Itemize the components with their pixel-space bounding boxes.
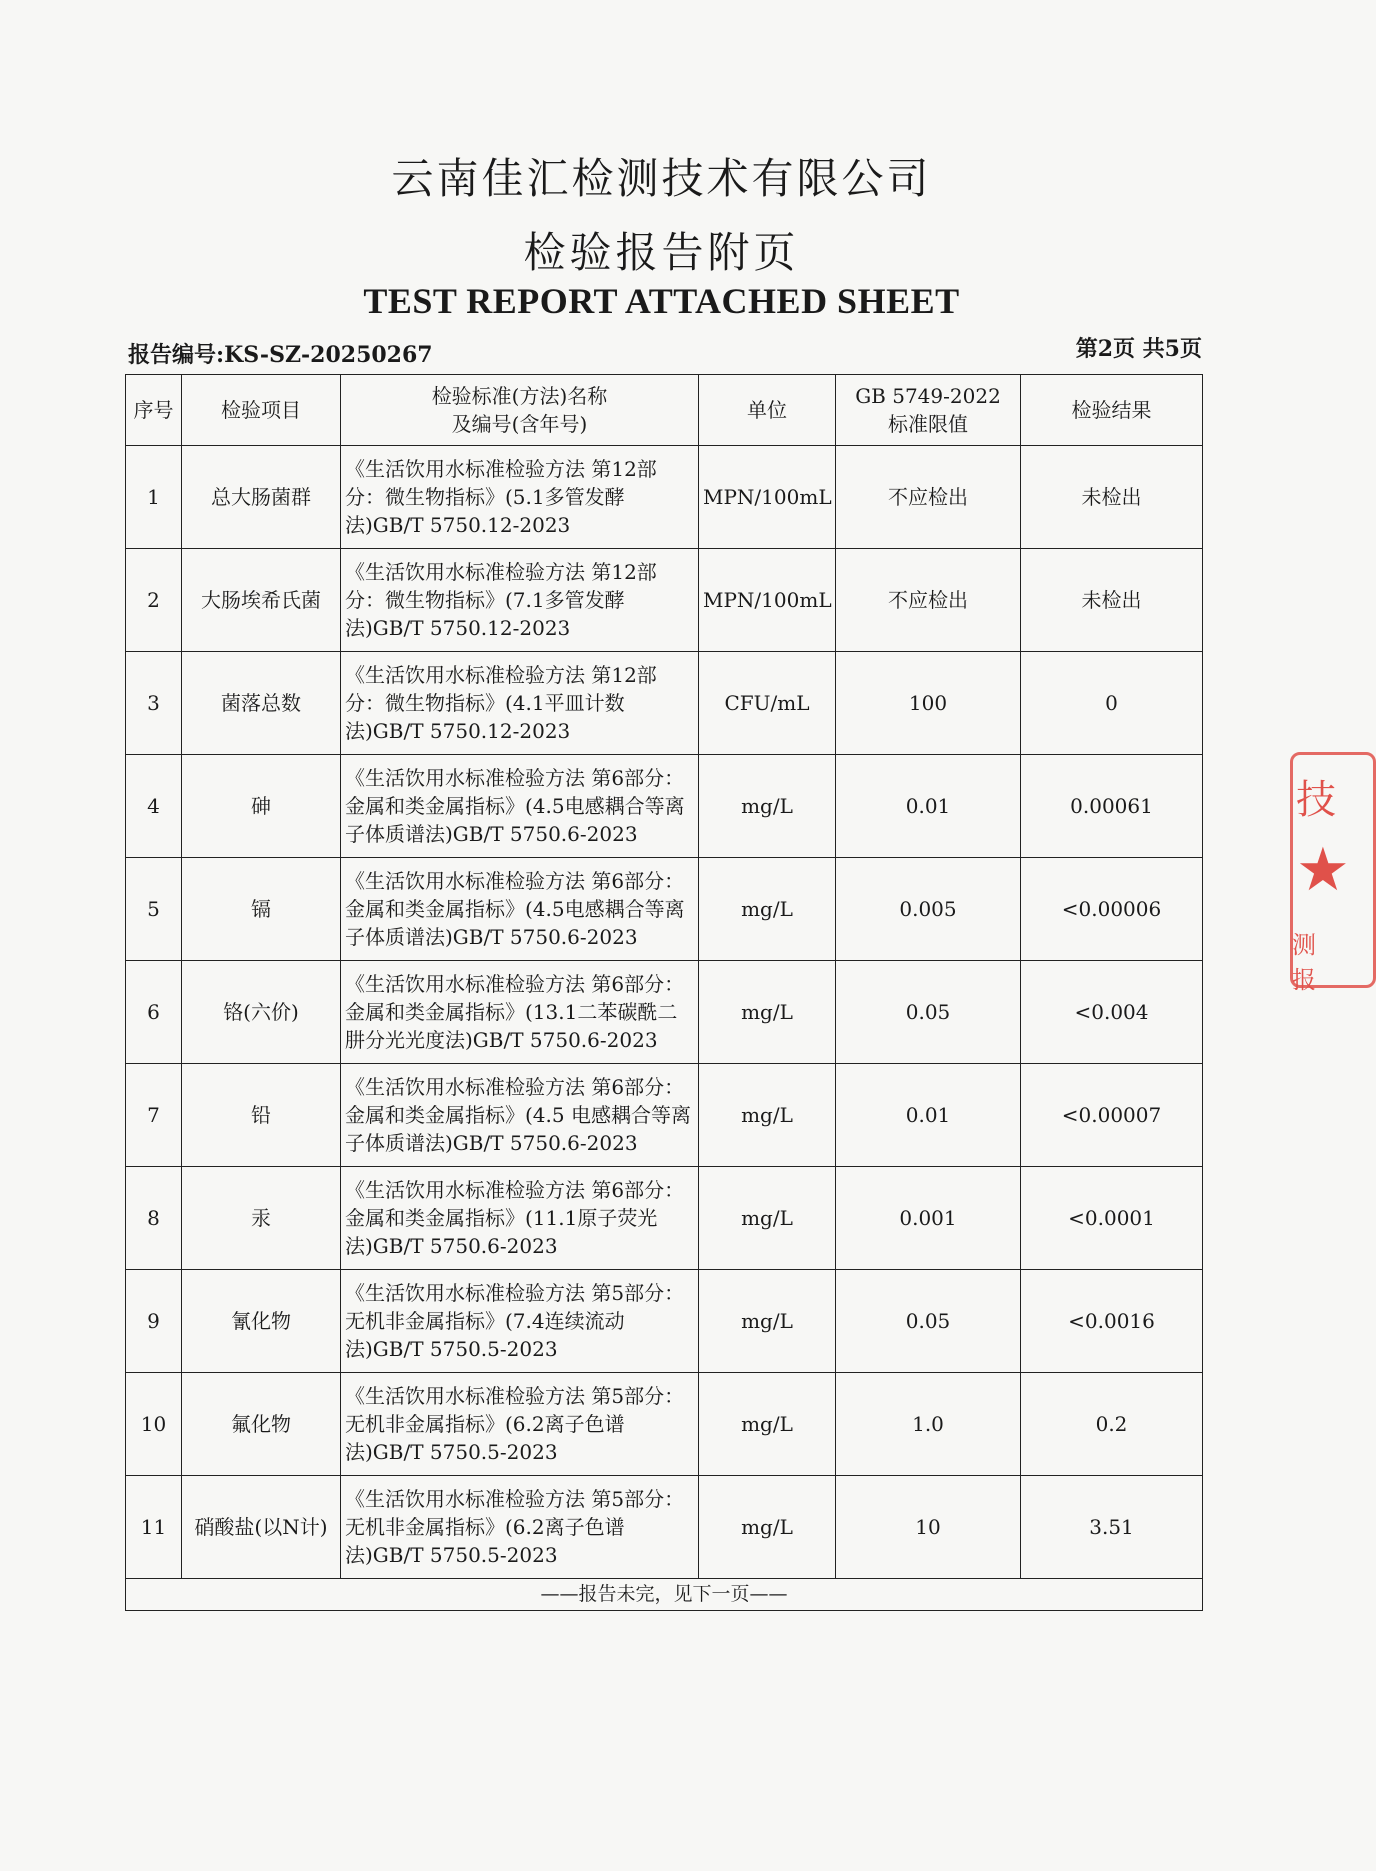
cell-unit: mg/L — [699, 961, 836, 1064]
cell-method: 《生活饮用水标准检验方法 第6部分：金属和类金属指标》(4.5电感耦合等离子体质谱法)GB/T 5750.6-2023 — [341, 755, 699, 858]
table-footer-row — [126, 1579, 1203, 1611]
cell-unit: MPN/100mL — [699, 549, 836, 652]
report-number: 报告编号:KS-SZ-20250267 — [128, 342, 433, 368]
cell-item: 菌落总数 — [182, 652, 341, 755]
cell-item: 铅 — [182, 1064, 341, 1167]
cell-method: 《生活饮用水标准检验方法 第5部分：无机非金属指标》(6.2离子色谱法)GB/T 5750.5-2023 — [341, 1476, 699, 1579]
cell-seq: 10 — [126, 1373, 182, 1476]
cell-result: <0.00007 — [1021, 1064, 1203, 1167]
cell-seq: 3 — [126, 652, 182, 755]
table-row — [126, 1476, 1203, 1579]
cell-method: 《生活饮用水标准检验方法 第6部分：金属和类金属指标》(13.1二苯碳酰二肼分光光度法)GB/T 5750.6-2023 — [341, 961, 699, 1064]
cell-method: 《生活饮用水标准检验方法 第12部分：微生物指标》(5.1多管发酵法)GB/T 5750.12-2023 — [341, 446, 699, 549]
cell-limit: 10 — [836, 1476, 1021, 1579]
cell-method: 《生活饮用水标准检验方法 第5部分：无机非金属指标》(7.4连续流动法)GB/T 5750.5-2023 — [341, 1270, 699, 1373]
cell-item: 砷 — [182, 755, 341, 858]
cell-result: 未检出 — [1021, 549, 1203, 652]
cell-seq: 2 — [126, 549, 182, 652]
cell-unit: mg/L — [699, 1476, 836, 1579]
cell-seq: 1 — [126, 446, 182, 549]
continuation-note: ——报告未完，见下一页—— — [126, 1579, 1203, 1611]
cell-result: 未检出 — [1021, 446, 1203, 549]
header-result: 检验结果 — [1021, 375, 1203, 446]
cell-method: 《生活饮用水标准检验方法 第5部分：无机非金属指标》(6.2离子色谱法)GB/T 5750.5-2023 — [341, 1373, 699, 1476]
cell-limit: 不应检出 — [836, 446, 1021, 549]
cell-limit: 不应检出 — [836, 549, 1021, 652]
cell-seq: 9 — [126, 1270, 182, 1373]
header-method-line2: 及编号(含年号) — [451, 412, 588, 436]
cell-result: <0.00006 — [1021, 858, 1203, 961]
cell-seq: 4 — [126, 755, 182, 858]
cell-seq: 11 — [126, 1476, 182, 1579]
cell-limit: 0.005 — [836, 858, 1021, 961]
cell-unit: mg/L — [699, 1167, 836, 1270]
table-row — [126, 1373, 1203, 1476]
test-results-table — [125, 374, 1203, 1611]
cell-seq: 6 — [126, 961, 182, 1064]
table-row — [126, 1270, 1203, 1373]
stamp-text-top: 技 — [1296, 777, 1336, 823]
table-row — [126, 549, 1203, 652]
cell-result: <0.004 — [1021, 961, 1203, 1064]
cell-unit: mg/L — [699, 1270, 836, 1373]
cell-result: 0.00061 — [1021, 755, 1203, 858]
cell-item: 氰化物 — [182, 1270, 341, 1373]
header-seq: 序号 — [126, 375, 182, 446]
cell-result: 0 — [1021, 652, 1203, 755]
cell-unit: mg/L — [699, 858, 836, 961]
table-row — [126, 858, 1203, 961]
cell-item: 铬(六价) — [182, 961, 341, 1064]
header-limit-line1: GB 5749-2022 — [855, 384, 1001, 408]
cell-limit: 0.01 — [836, 755, 1021, 858]
table-row — [126, 755, 1203, 858]
header-limit-line2: 标准限值 — [888, 412, 968, 436]
report-title-cn: 检验报告附页 — [523, 228, 800, 277]
cell-limit: 0.01 — [836, 1064, 1021, 1167]
cell-method: 《生活饮用水标准检验方法 第6部分：金属和类金属指标》(11.1原子荧光法)GB/T 5750.6-2023 — [341, 1167, 699, 1270]
header-unit: 单位 — [699, 375, 836, 446]
cell-seq: 5 — [126, 858, 182, 961]
cell-unit: MPN/100mL — [699, 446, 836, 549]
table-header-row — [126, 375, 1203, 446]
header-item: 检验项目 — [182, 375, 341, 446]
cell-result: <0.0001 — [1021, 1167, 1203, 1270]
cell-item: 总大肠菌群 — [182, 446, 341, 549]
cell-item: 大肠埃希氏菌 — [182, 549, 341, 652]
cell-result: <0.0016 — [1021, 1270, 1203, 1373]
cell-item: 汞 — [182, 1167, 341, 1270]
cell-seq: 8 — [126, 1167, 182, 1270]
cell-item: 硝酸盐(以N计) — [182, 1476, 341, 1579]
cell-limit: 0.05 — [836, 961, 1021, 1064]
cell-unit: mg/L — [699, 1373, 836, 1476]
cell-method: 《生活饮用水标准检验方法 第12部分：微生物指标》(7.1多管发酵法)GB/T 5750.12-2023 — [341, 549, 699, 652]
table-row — [126, 652, 1203, 755]
cell-method: 《生活饮用水标准检验方法 第12部分：微生物指标》(4.1平皿计数法)GB/T 5750.12-2023 — [341, 652, 699, 755]
company-name: 云南佳汇检测技术有限公司 — [391, 154, 932, 203]
table-row — [126, 1167, 1203, 1270]
table-row — [126, 1064, 1203, 1167]
table-row — [126, 446, 1203, 549]
cell-unit: CFU/mL — [699, 652, 836, 755]
cell-method: 《生活饮用水标准检验方法 第6部分：金属和类金属指标》(4.5电感耦合等离子体质谱法)GB/T 5750.6-2023 — [341, 858, 699, 961]
cell-limit: 0.05 — [836, 1270, 1021, 1373]
cell-limit: 0.001 — [836, 1167, 1021, 1270]
cell-unit: mg/L — [699, 1064, 836, 1167]
cell-item: 氟化物 — [182, 1373, 341, 1476]
stamp-star-icon: ★ — [1296, 835, 1350, 905]
cell-seq: 7 — [126, 1064, 182, 1167]
page-indicator: 第2页 共5页 — [1075, 336, 1202, 362]
cell-item: 镉 — [182, 858, 341, 961]
cell-result: 3.51 — [1021, 1476, 1203, 1579]
cell-limit: 1.0 — [836, 1373, 1021, 1476]
cell-limit: 100 — [836, 652, 1021, 755]
cell-method: 《生活饮用水标准检验方法 第6部分：金属和类金属指标》(4.5 电感耦合等离子体质谱法)GB/T 5750.6-2023 — [341, 1064, 699, 1167]
stamp-text-bottom: 测报 — [1292, 931, 1314, 994]
cell-result: 0.2 — [1021, 1373, 1203, 1476]
header-method-line1: 检验标准(方法)名称 — [431, 384, 608, 408]
report-title-en: TEST REPORT ATTACHED SHEET — [363, 281, 960, 321]
header-limit — [836, 375, 1021, 446]
table-row — [126, 961, 1203, 1064]
header-method — [341, 375, 699, 446]
table-body — [126, 446, 1203, 1579]
cell-unit: mg/L — [699, 755, 836, 858]
